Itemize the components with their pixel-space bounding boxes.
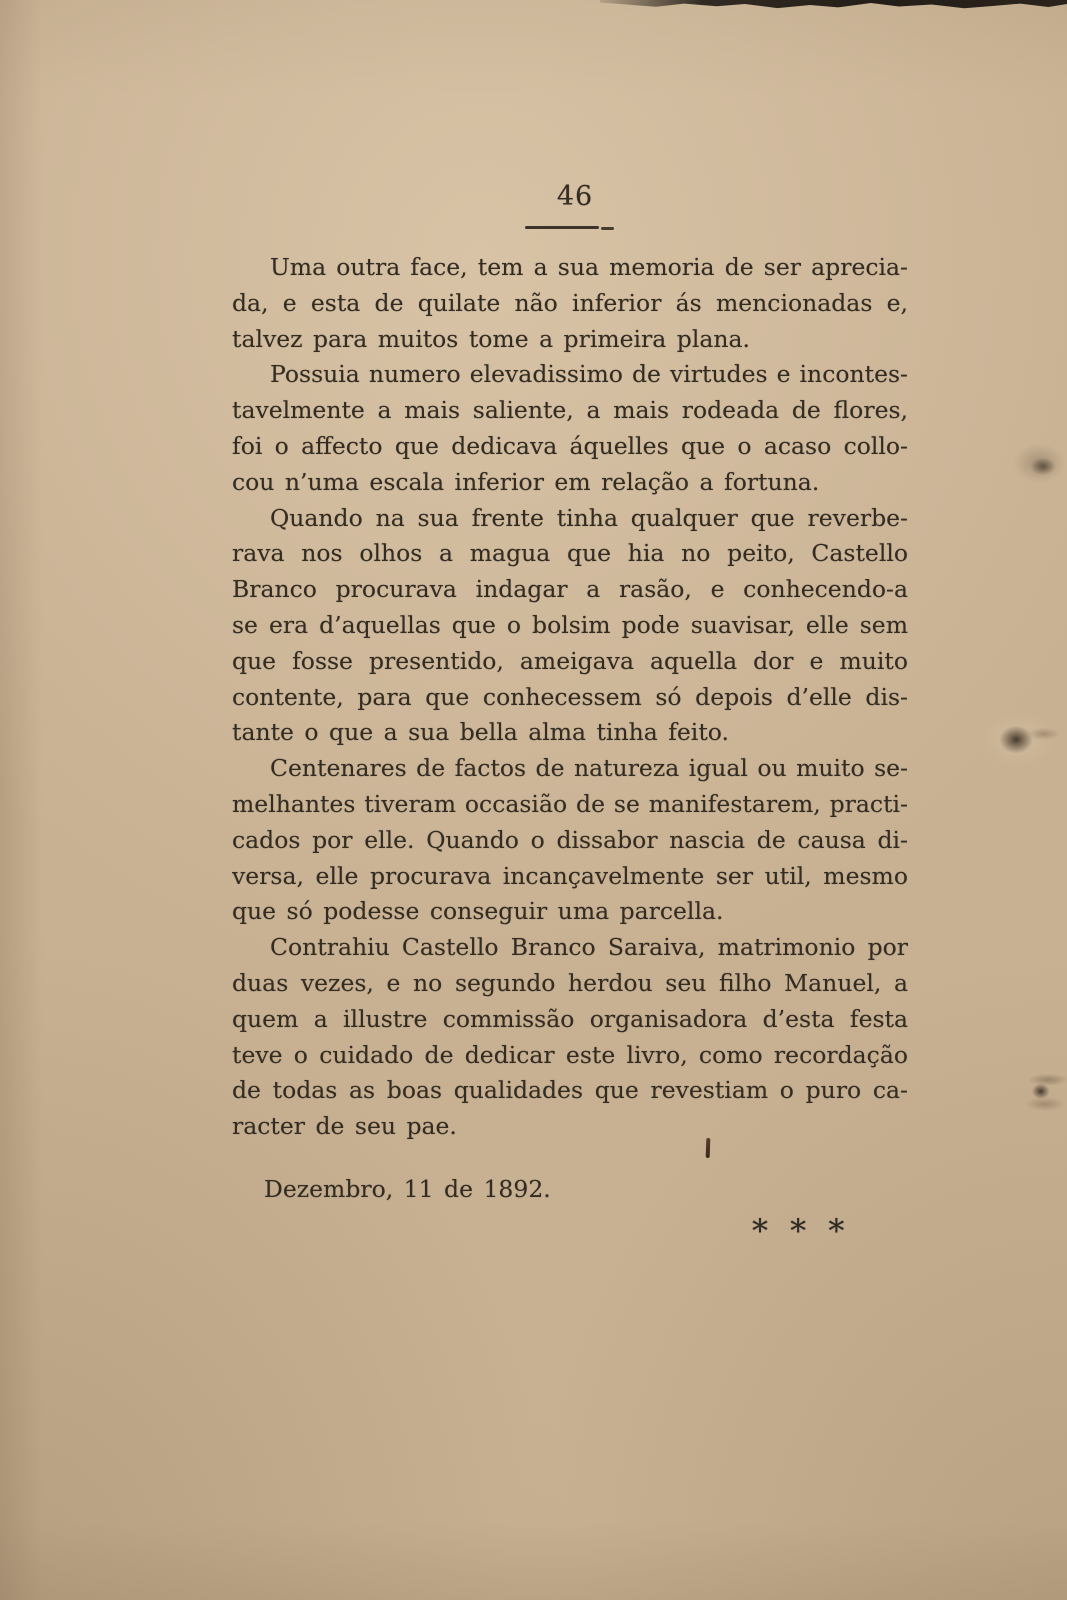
- text-line: contente, para que conhecessem só depois d’elle dis-: [232, 682, 908, 711]
- text-line: rava nos olhos a magua que hia no peito, Castello: [232, 539, 908, 568]
- paragraph: [232, 357, 908, 500]
- text-line: cados por elle. Quando o dissabor nascia de causa di-: [232, 825, 908, 854]
- paragraph: [232, 751, 908, 930]
- text-line: se era d’aquellas que o bolsim pode suavisar, elle sem: [232, 610, 908, 639]
- stain-right-lower: [1012, 1058, 1067, 1122]
- asterisks-ornament: * * *: [752, 1211, 845, 1250]
- paragraphs-container: [232, 250, 908, 1145]
- text-line: foi o affecto que dedicava áquelles que o acaso collo-: [232, 431, 908, 460]
- text-line: teve o cuidado de dedicar este livro, como recordação: [232, 1040, 908, 1069]
- text-line: Centenares de factos de natureza igual ou muito se-: [270, 754, 908, 783]
- stain-right-middle: [972, 698, 1064, 778]
- text-line: Quando na sua frente tinha qualquer que reverbe-: [270, 503, 908, 532]
- text-line: de todas as boas qualidades que revestiam o puro ca-: [232, 1076, 908, 1105]
- text-line: duas vezes, e no segundo herdou seu filho Manuel, a: [232, 968, 908, 997]
- text-line: cou n’uma escala inferior em relação a fortuna.: [232, 467, 820, 496]
- paragraph: [232, 501, 908, 752]
- text-line: melhantes tiveram occasião de se manifestarem, practi-: [232, 789, 908, 818]
- text-line: Uma outra face, tem a sua memoria de ser aprecia-: [270, 253, 908, 281]
- stain-right-upper: [1006, 428, 1067, 492]
- page-number: 46: [556, 181, 594, 212]
- text-line: racter de seu pae.: [232, 1112, 457, 1141]
- text-line: da, e esta de quilate não inferior ás mencionadas e,: [232, 288, 908, 317]
- text-line: Branco procurava indagar a rasão, e conhecendo-a: [232, 575, 908, 604]
- paragraph: [232, 930, 908, 1145]
- page-number-rule-dash: [601, 227, 614, 230]
- text-line: Possuia numero elevadissimo de virtudes e incontes-: [270, 360, 908, 389]
- page-number-rule: [525, 226, 599, 229]
- text-block: [232, 250, 908, 1250]
- text-line: talvez para muitos tome a primeira plana.: [232, 324, 750, 353]
- ink-speck: [706, 1138, 711, 1158]
- page-top-edge-shadow: [600, 0, 1067, 9]
- text-line: Contrahiu Castello Branco Saraiva, matrimonio por: [270, 933, 908, 962]
- text-line: tante o que a sua bella alma tinha feito.: [232, 718, 729, 747]
- text-line: versa, elle procurava incançavelmente ser util, mesmo: [232, 861, 908, 890]
- text-line: quem a illustre commissão organisadora d’esta festa: [232, 1004, 908, 1033]
- text-line: tavelmente a mais saliente, a mais rodeada de flores,: [232, 396, 908, 425]
- text-line: que só podesse conseguir uma parcella.: [232, 897, 724, 926]
- paragraph: [232, 250, 908, 357]
- text-line: que fosse presentido, ameigava aquella dor e muito: [232, 646, 908, 675]
- dateline: Dezembro, 11 de 1892.: [264, 1174, 551, 1203]
